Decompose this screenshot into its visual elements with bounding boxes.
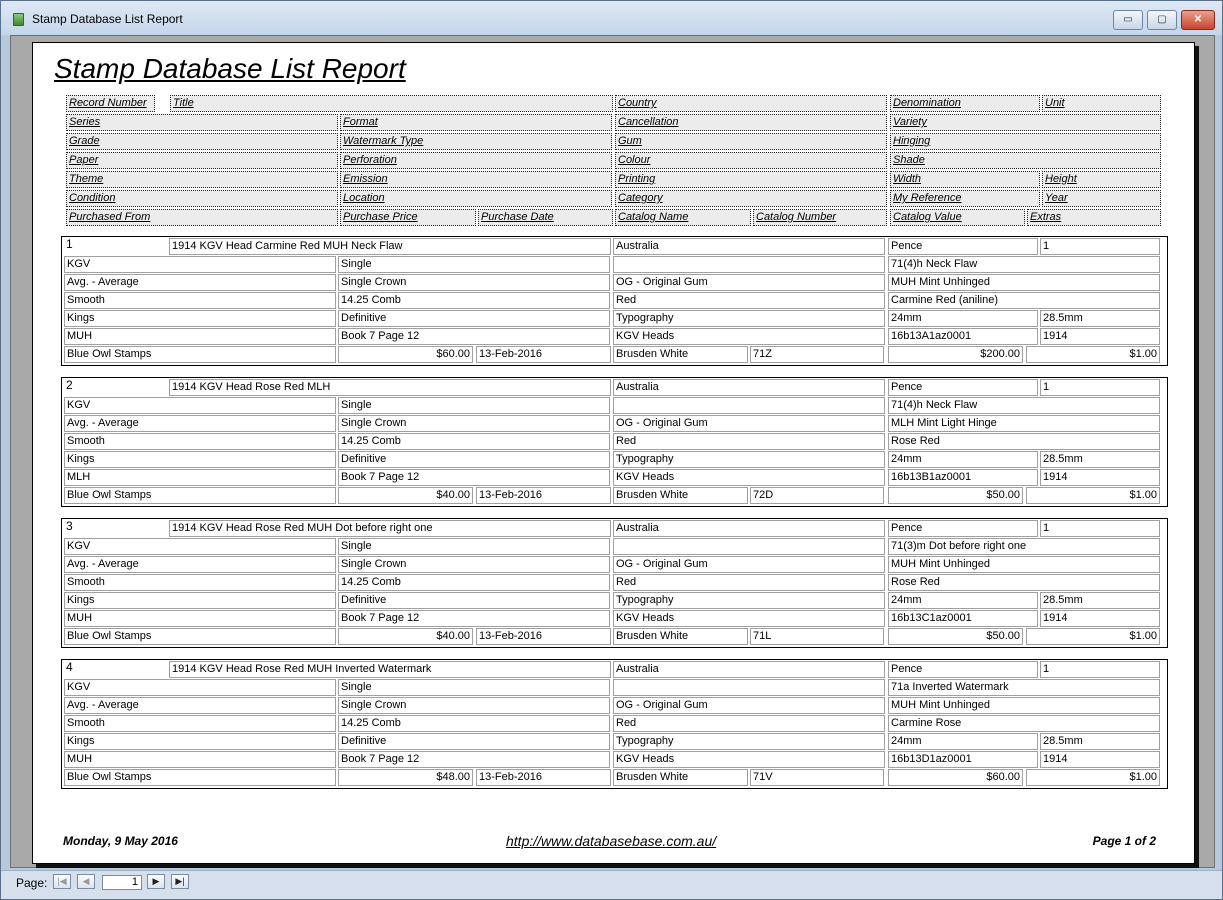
record-field: Definitive (338, 451, 610, 468)
record-field (613, 256, 885, 273)
column-header: Purchased From (66, 209, 338, 226)
column-header: Grade (66, 133, 338, 150)
record-field: 1 (1040, 238, 1160, 255)
record-field: Definitive (338, 310, 610, 327)
record-field: 1914 KGV Head Rose Red MLH (169, 379, 611, 396)
record-field: Kings (64, 310, 336, 327)
column-header: Record Number (66, 95, 155, 112)
window-title: Stamp Database List Report (32, 12, 183, 26)
record-field: MUH (64, 328, 336, 345)
record-field: 13-Feb-2016 (476, 346, 611, 363)
record-block (61, 236, 1168, 366)
column-header: Emission (340, 171, 612, 188)
record-block (61, 659, 1168, 789)
report-page (32, 42, 1195, 864)
record-field: Avg. - Average (64, 274, 336, 291)
record-field: KGV (64, 397, 336, 414)
record-number: 1 (66, 237, 73, 251)
record-field: Rose Red (888, 574, 1160, 591)
record-field: Book 7 Page 12 (338, 328, 610, 345)
record-field: Rose Red (888, 433, 1160, 450)
column-header: Gum (615, 133, 887, 150)
record-field: $40.00 (338, 628, 473, 645)
record-field (613, 538, 885, 555)
record-field: 71(3)m Dot before right one (888, 538, 1160, 555)
record-field: Book 7 Page 12 (338, 469, 610, 486)
record-field (613, 397, 885, 414)
record-field: KGV Heads (613, 751, 885, 768)
record-field: 28.5mm (1040, 451, 1160, 468)
record-field: Smooth (64, 574, 336, 591)
record-field: MLH Mint Light Hinge (888, 415, 1160, 432)
footer-page-number: Page 1 of 2 (1092, 834, 1156, 848)
column-header: Printing (615, 171, 887, 188)
record-field: Carmine Red (aniline) (888, 292, 1160, 309)
column-header: Condition (66, 190, 338, 207)
record-field: Single Crown (338, 556, 610, 573)
record-field: Pence (888, 661, 1038, 678)
record-field: 71(4)h Neck Flaw (888, 256, 1160, 273)
record-field: $1.00 (1026, 769, 1160, 786)
record-field: MUH Mint Unhinged (888, 274, 1160, 291)
record-field: 71(4)h Neck Flaw (888, 397, 1160, 414)
record-block (61, 377, 1168, 507)
record-field: Blue Owl Stamps (64, 628, 336, 645)
record-field: 1914 (1040, 469, 1160, 486)
column-header: Hinging (890, 133, 1161, 150)
record-field: Typography (613, 733, 885, 750)
record-field: Brusden White (613, 769, 748, 786)
record-field: Red (613, 433, 885, 450)
record-field: $200.00 (888, 346, 1023, 363)
record-field: Kings (64, 733, 336, 750)
record-field: 1914 (1040, 751, 1160, 768)
record-field: MUH (64, 610, 336, 627)
record-field: Single Crown (338, 697, 610, 714)
record-block (61, 518, 1168, 648)
column-header: Location (340, 190, 612, 207)
record-field: $1.00 (1026, 628, 1160, 645)
record-field: 24mm (888, 592, 1038, 609)
column-header: Colour (615, 152, 887, 169)
column-header: Denomination (890, 95, 1040, 112)
record-field: KGV (64, 256, 336, 273)
column-header: Country (615, 95, 887, 112)
record-field: 16b13A1az0001 (888, 328, 1038, 345)
close-button[interactable]: ✕ (1181, 10, 1215, 30)
record-field: 13-Feb-2016 (476, 628, 611, 645)
record-field: Single (338, 397, 610, 414)
record-field: Typography (613, 310, 885, 327)
column-header: My Reference (890, 190, 1040, 207)
record-field: 1914 KGV Head Rose Red MUH Inverted Watermark (169, 661, 611, 678)
record-field: 1914 KGV Head Rose Red MUH Dot before right one (169, 520, 611, 537)
record-field: 24mm (888, 310, 1038, 327)
record-number: 3 (66, 519, 73, 533)
record-field: Avg. - Average (64, 556, 336, 573)
record-field: 16b13C1az0001 (888, 610, 1038, 627)
column-header: Paper (66, 152, 338, 169)
record-field: 24mm (888, 733, 1038, 750)
column-header: Purchase Date (478, 209, 613, 226)
record-field: Brusden White (613, 487, 748, 504)
record-field: 71V (750, 769, 884, 786)
record-field: $60.00 (338, 346, 473, 363)
record-field: KGV Heads (613, 469, 885, 486)
record-field: $1.00 (1026, 346, 1160, 363)
column-header: Theme (66, 171, 338, 188)
record-field: Pence (888, 520, 1038, 537)
last-page-button[interactable]: ▶| (171, 874, 189, 889)
record-field: Australia (613, 661, 885, 678)
column-header: Extras (1027, 209, 1161, 226)
record-field: 72D (750, 487, 884, 504)
column-header: Perforation (340, 152, 612, 169)
record-field (613, 679, 885, 696)
column-header: Series (66, 114, 338, 131)
record-field: 1 (1040, 661, 1160, 678)
record-field: Avg. - Average (64, 415, 336, 432)
record-field: Typography (613, 592, 885, 609)
next-page-button[interactable]: ▶ (147, 874, 165, 889)
column-header: Unit (1042, 95, 1161, 112)
record-field: OG - Original Gum (613, 274, 885, 291)
column-header: Year (1042, 190, 1161, 207)
previous-page-button[interactable]: ◀ (77, 874, 95, 889)
record-field: Kings (64, 451, 336, 468)
record-field: KGV (64, 679, 336, 696)
record-field: Red (613, 715, 885, 732)
column-header: Variety (890, 114, 1161, 131)
record-field: MUH Mint Unhinged (888, 697, 1160, 714)
record-field: $60.00 (888, 769, 1023, 786)
column-header: Watermark Type (340, 133, 612, 150)
record-field: OG - Original Gum (613, 556, 885, 573)
report-title: Stamp Database List Report (54, 53, 406, 84)
column-header: Catalog Number (753, 209, 887, 226)
record-field: 71Z (750, 346, 884, 363)
record-field: Brusden White (613, 346, 748, 363)
record-field: 1 (1040, 520, 1160, 537)
record-field: 28.5mm (1040, 310, 1160, 327)
record-field: Smooth (64, 715, 336, 732)
record-field: Smooth (64, 292, 336, 309)
record-field: 16b13D1az0001 (888, 751, 1038, 768)
record-field: 13-Feb-2016 (476, 769, 611, 786)
record-field: KGV (64, 538, 336, 555)
page-number-input[interactable]: 1 (102, 875, 142, 890)
column-header: Category (615, 190, 887, 207)
record-field: 16b13B1az0001 (888, 469, 1038, 486)
record-field: 28.5mm (1040, 733, 1160, 750)
record-field: 14.25 Comb (338, 433, 610, 450)
record-field: 1914 (1040, 328, 1160, 345)
record-field: KGV Heads (613, 610, 885, 627)
record-field: 1 (1040, 379, 1160, 396)
record-field: MUH (64, 751, 336, 768)
record-field: Smooth (64, 433, 336, 450)
record-field: 1914 KGV Head Carmine Red MUH Neck Flaw (169, 238, 611, 255)
record-field: 1914 (1040, 610, 1160, 627)
column-header: Height (1042, 171, 1161, 188)
column-header: Cancellation (615, 114, 887, 131)
record-field: Blue Owl Stamps (64, 769, 336, 786)
footer-link[interactable]: http://www.databasebase.com.au/ (506, 833, 717, 849)
record-field: OG - Original Gum (613, 697, 885, 714)
record-field: 13-Feb-2016 (476, 487, 611, 504)
page-navigation-bar (1, 870, 1222, 899)
record-number: 4 (66, 660, 73, 674)
record-field: Book 7 Page 12 (338, 610, 610, 627)
record-field: Pence (888, 238, 1038, 255)
app-icon (13, 13, 24, 26)
record-number: 2 (66, 378, 73, 392)
record-field: Pence (888, 379, 1038, 396)
record-field: MUH Mint Unhinged (888, 556, 1160, 573)
record-field: Book 7 Page 12 (338, 751, 610, 768)
record-field: 14.25 Comb (338, 574, 610, 591)
record-field: Avg. - Average (64, 697, 336, 714)
record-field: $1.00 (1026, 487, 1160, 504)
record-field: 24mm (888, 451, 1038, 468)
record-field: 71a Inverted Watermark (888, 679, 1160, 696)
record-field: Kings (64, 592, 336, 609)
page-label: Page: (16, 876, 48, 890)
record-field: MLH (64, 469, 336, 486)
record-field: $50.00 (888, 487, 1023, 504)
record-field: Single Crown (338, 415, 610, 432)
record-field: $50.00 (888, 628, 1023, 645)
record-field: Blue Owl Stamps (64, 487, 336, 504)
record-field: Definitive (338, 733, 610, 750)
footer-date: Monday, 9 May 2016 (63, 834, 178, 848)
record-field: $40.00 (338, 487, 473, 504)
record-field: Brusden White (613, 628, 748, 645)
record-field: $48.00 (338, 769, 473, 786)
record-field: 14.25 Comb (338, 715, 610, 732)
record-field: 71L (750, 628, 884, 645)
record-field: OG - Original Gum (613, 415, 885, 432)
column-header: Format (340, 114, 612, 131)
record-field: Single (338, 679, 610, 696)
title-bar (1, 1, 1222, 35)
column-header: Shade (890, 152, 1161, 169)
column-header: Catalog Name (615, 209, 751, 226)
record-field: Carmine Rose (888, 715, 1160, 732)
minimize-button[interactable]: ▭ (1113, 10, 1143, 30)
record-field: Single (338, 256, 610, 273)
record-field: Blue Owl Stamps (64, 346, 336, 363)
record-field: KGV Heads (613, 328, 885, 345)
maximize-button[interactable]: ▢ (1147, 10, 1177, 30)
record-field: Single Crown (338, 274, 610, 291)
record-field: Typography (613, 451, 885, 468)
column-header: Catalog Value (890, 209, 1025, 226)
record-field: Red (613, 574, 885, 591)
record-field: Australia (613, 238, 885, 255)
column-header: Title (170, 95, 613, 112)
record-field: Definitive (338, 592, 610, 609)
column-header: Width (890, 171, 1040, 188)
first-page-button[interactable]: |◀ (53, 874, 71, 889)
column-header: Purchase Price (340, 209, 476, 226)
record-field: Red (613, 292, 885, 309)
record-field: Australia (613, 520, 885, 537)
record-field: Single (338, 538, 610, 555)
record-field: Australia (613, 379, 885, 396)
record-field: 28.5mm (1040, 592, 1160, 609)
record-field: 14.25 Comb (338, 292, 610, 309)
